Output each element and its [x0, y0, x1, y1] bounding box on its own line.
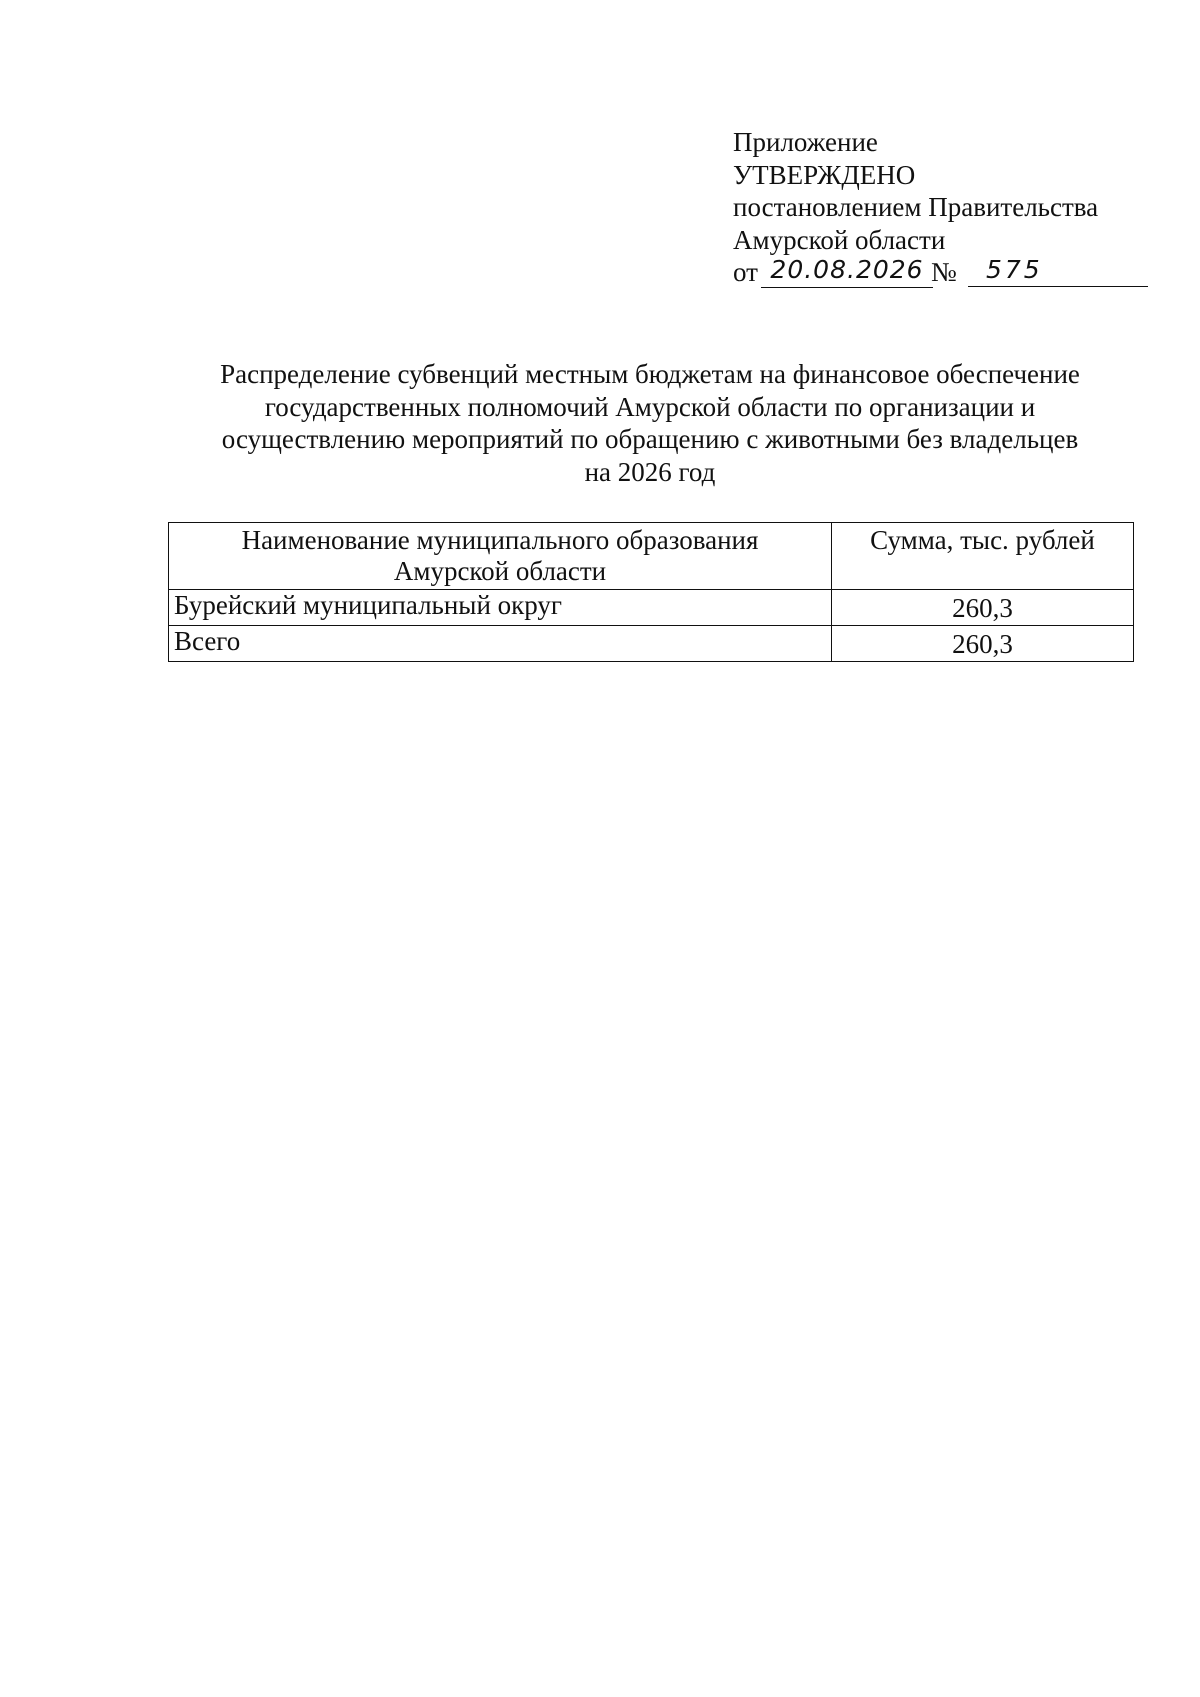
resolution-date-number — [733, 256, 1153, 292]
handwritten-number: 575 — [968, 254, 1148, 287]
total-name: Всего — [169, 626, 832, 662]
approval-block — [733, 126, 1153, 292]
approved-label: УТВЕРЖДЕНО — [733, 159, 916, 190]
total-row — [169, 626, 1134, 662]
number-prefix: № — [931, 257, 957, 287]
title-line-4: на 2026 год — [584, 456, 716, 487]
resolution-label: постановлением Правительства — [733, 192, 1099, 222]
header-name — [169, 523, 832, 590]
table-header-row — [169, 523, 1134, 590]
table-row — [169, 590, 1134, 626]
title-line-2: государственных полномочий Амурской области по организации и — [264, 391, 1036, 422]
row-sum: 260,3 — [832, 590, 1134, 626]
handwritten-date: 20.08.2026 — [761, 254, 933, 288]
total-sum: 260,3 — [832, 626, 1134, 662]
header-name-line-2: Амурской области — [393, 556, 607, 586]
header-sum: Сумма, тыс. рублей — [832, 523, 1134, 590]
appendix-label: Приложение — [733, 127, 878, 157]
region-label: Амурской области — [733, 224, 946, 255]
title-line-1: Распределение субвенций местным бюджетам на финансовое обеспечение — [220, 359, 1080, 389]
document-title — [170, 358, 1130, 488]
header-name-line-1: Наименование муниципального образования — [241, 525, 759, 555]
allocation-table — [168, 522, 1134, 662]
title-line-3: осуществлению мероприятий по обращению с животными без владельцев — [221, 424, 1079, 454]
date-prefix: от — [733, 257, 758, 287]
row-name: Бурейский муниципальный округ — [169, 590, 832, 626]
